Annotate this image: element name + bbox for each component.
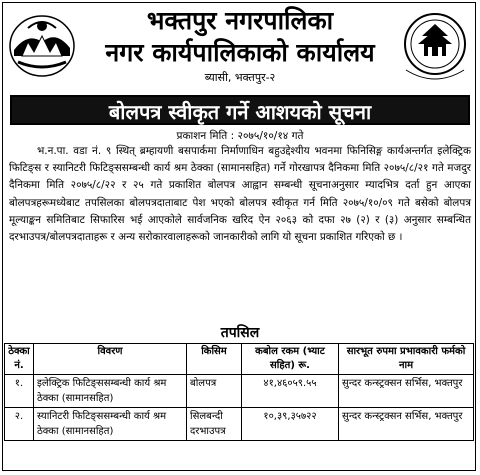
row-amount: ४१,४६०५९.५५ [242,375,339,408]
notice-banner: बोलपत्र स्वीकृत गर्ने आशयको सूचना [10,95,470,125]
municipality-title: भक्तपुर नगरपालिका [146,6,334,35]
schedule-heading: तपसिल [220,325,260,341]
table-header-row [5,344,474,375]
row-sn: १. [5,375,34,408]
publication-date: प्रकाशन मिति : २०७५/१०/१४ गते [176,130,304,142]
table-row [5,375,474,408]
col-amount: कबोल रकम (भ्याट सहित) रू. [242,344,339,375]
col-type: किसिम [187,344,242,375]
row-firm: सुन्दर कन्स्ट्रक्सन सर्भिस, भक्तपुर [339,408,474,441]
row-sn: २. [5,408,34,441]
office-address: ब्यासी, भक्तपुर-२ [204,71,276,84]
row-type: बोलपत्र [187,375,242,408]
notice-body [9,143,471,246]
row-firm: सुन्दर कन्स्ट्रक्सन सर्भिस, भक्तपुर [339,375,474,408]
row-amount: १०,३९,३५७२२ [242,408,339,441]
row-type: सिलबन्दी दरभाउपत्र [187,408,242,441]
tender-table [4,343,474,441]
row-description: इलेक्ट्रिक फिटिङ्ससम्बन्धी कार्य श्रम ठेक्का (सामानसहित) [34,375,187,408]
row-description: स्यानिटरी फिटिङ्ससम्बन्धी कार्य श्रम ठेक्का (सामानसहित) [34,408,187,441]
notice-paragraph: भ.न.पा. वडा नं. ९ स्थित् ब्रम्हायणी बसपार्कमा निर्माणाधिन बहुउद्देश्यीय भवनमा फिनिसिङ्ग कार्यअन्तर्गत इलेक्ट्रिक फिटिङ्स र स्यानिटरी फिटिङ्ससम्बन्धी कार्य श्रम ठेक्का (सामानसहित) गर्ने गोरखापत्र दैनिकमा मिति २०७५/८/२१ गते मजदुर दैनिकमा मिति २०७५/८/२२ र २५ गते प्रकाशित बोलपत्र आह्वान सम्बन्धी सूचनाअनुसार म्यादभित्र दर्ता हुन आएका बोलपत्रहरूमध्येबाट तपसिलका बोलपत्रदाताबाट पेश भएको बोलपत्र स्वीकृत गर्न मिति २०७५/१०/०९ गते बसेको बोलपत्र मूल्याङ्कन समितिबाट सिफारिस भई आएकोले सार्वजनिक खरिद ऐन २०६३ को दफा २७ (२) र (३) अनुसार सम्बन्धित दरभाउपत्र/बोलपत्रदाताहरू र अन्य सरोकारवालाहरूको जानकारीको लागि यो सूचना प्रकाशित गरिएको छ । [9,145,471,244]
office-title: नगर कार्यपालिकाको कार्यालय [105,38,375,67]
col-firm: सारभूत रुपमा प्रभावकारी फर्मको नाम [339,344,474,375]
col-description: विवरण [34,344,187,375]
table-row [5,408,474,441]
col-sn: ठेक्का नं. [5,344,34,375]
